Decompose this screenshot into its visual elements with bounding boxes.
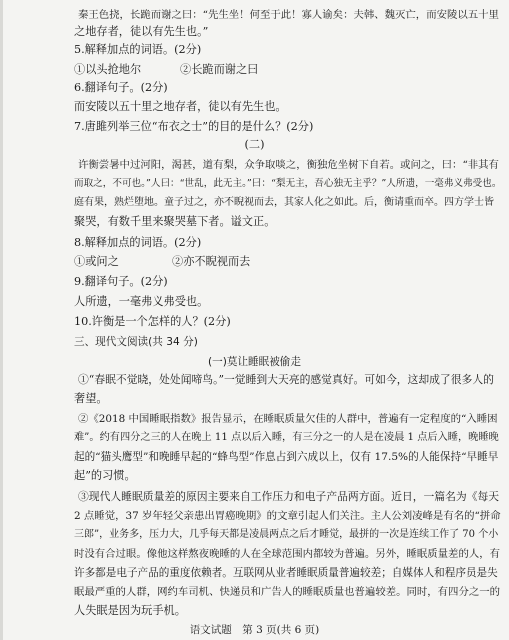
classical-passage-line: 聚哭，有数千里来聚哭墓下者。谥文正。 xyxy=(74,215,276,228)
question-9: 9.翻译句子。(2分) xyxy=(74,275,168,288)
question-5-item-b: ②长跪而谢之曰 xyxy=(180,63,259,76)
passage-text: 之地存者，徒以有先生也。” xyxy=(74,25,209,38)
passage-line xyxy=(74,25,208,39)
paragraph-1-line: 奢望。 xyxy=(74,392,108,405)
question-6: 6.翻译句子。(2分) xyxy=(74,81,168,94)
paragraph-3-line: 三郎”，业务多，压力大，几乎每天都是凌晨两点之后才睡觉，最拼的一次是连续工作了 70 个小 xyxy=(74,529,499,540)
part-2-heading: (二) xyxy=(244,138,265,151)
classical-passage-line: 而取之，不可也。”人曰：“世乱，此无主。”曰：“梨无主，吾心独无主乎？”人所遗，一毫弗义弗受也。 xyxy=(74,178,502,189)
paragraph-3-line: 许多都是电子产品的重度依赖者。互联网从业者睡眠质量普遍较差；自媒体人和程序员是失 xyxy=(74,567,498,579)
paragraph-2-line: 起”的习惯。 xyxy=(74,469,136,482)
page-footer: 语文试题 第 3 页(共 6 页) xyxy=(189,624,320,636)
question-10: 10.许衡是一个怎样的人？(2分) xyxy=(74,315,231,328)
paragraph-2-line: 难”。约有四分之三的人在晚上 11 点以后入睡，有三分之一的人是在凌晨 1 点后入睡，晚睡晚 xyxy=(74,432,499,443)
scan-edge-left xyxy=(0,0,3,640)
question-8-item-a: ①或问之 xyxy=(74,255,119,268)
section-3-heading: 三、现代文阅读(共 34 分) xyxy=(74,336,198,348)
classical-passage-line: 许衡尝暑中过河阳，渴甚，道有梨，众争取啖之，衡独危坐树下自若。或问之，曰：“非其有 xyxy=(78,159,499,171)
paragraph-2-line: ②《2018 中国睡眠指数》报告显示，在睡眠质量欠佳的人群中，普遍有一定程度的“入睡困 xyxy=(78,413,498,425)
passage-text: 秦王色挠，长跪而谢之曰：“先生坐！何至于此！寡人谕矣：夫韩、魏灭亡，而安陵以五十里 xyxy=(78,9,499,21)
question-8: 8.解释加点的词语。(2分) xyxy=(74,236,202,249)
paragraph-3-line: ③现代人睡眠质量差的原因主要来自工作压力和电子产品两方面。近日，一篇名为《每天 xyxy=(78,490,500,503)
question-9-sentence: 人所遗，一毫弗义弗受也。 xyxy=(74,295,209,308)
paragraph-3-line: 眠最严重的人群，网约车司机、快递员和广告人的睡眠质量也普遍较差。同时，有四分之一的 xyxy=(74,586,501,598)
classical-passage-line: 庭有果，熟烂堕地。童子过之，亦不睨视而去，其家人化之如此。后，衡请重而卒。四方学士皆 xyxy=(74,197,494,208)
paragraph-1-line: ①“春眠不觉晓，处处闻啼鸟。”一觉睡到大天亮的感觉真好。可如今，这却成了很多人的 xyxy=(78,373,494,386)
question-6-sentence: 而安陵以五十里之地存者，徒以有先生也。 xyxy=(74,100,287,113)
paragraph-3-line: 2 点睡觉，37 岁年轻父亲患出胃癌晚期》的文章引起人们关注。主人公刘凌峰是有名的“拼命 xyxy=(74,510,501,522)
question-5: 5.解释加点的词语。(2分) xyxy=(74,43,202,56)
question-5-item-a: ①以头抢地尔 xyxy=(74,63,142,76)
passage-line xyxy=(78,8,499,22)
question-7: 7.唐雎列举三位“布衣之士”的目的是什么？(2分) xyxy=(74,120,314,133)
reading-title: (一)莫让睡眠被偷走 xyxy=(207,356,301,368)
paragraph-2-line: 起的“猫头鹰型”和晚睡早起的“蜂鸟型”作息占到六成以上，仅有 17.5%的人能保持“早睡早 xyxy=(74,451,499,463)
paragraph-3-line: 时没有合过眼。像他这样熬夜晚睡的人在全球范围内都较为普遍。另外，睡眠质量差的人，有 xyxy=(74,548,501,560)
question-8-item-b: ②亦不睨视而去 xyxy=(172,255,251,268)
paragraph-3-line: 人失眠是因为玩手机。 xyxy=(74,604,186,617)
